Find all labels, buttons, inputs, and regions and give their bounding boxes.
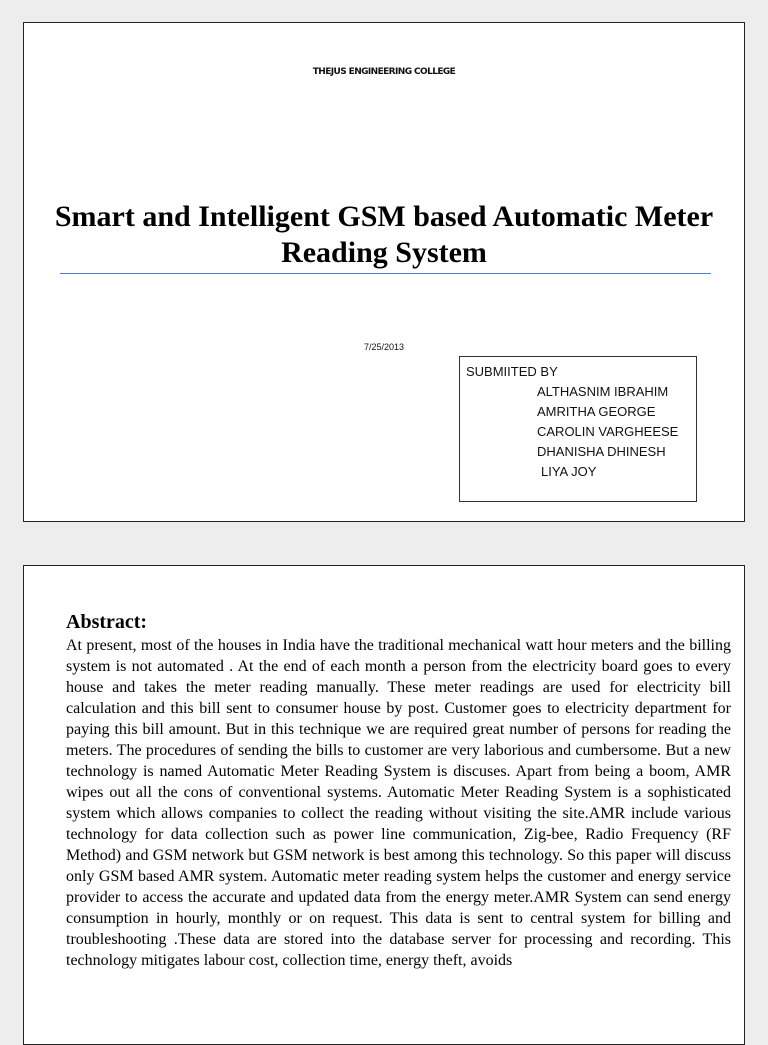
abstract-body: At present, most of the houses in India have the traditional mechanical watt hour meters and the billing system is not automated . At the end of each month a person from the electricity board goes to every house and takes the meter reading manually. These meter readings are used for electricity bill calculation and this bill sent to consumer house by post. Customer goes to electricity department for paying this bill amount. But in this technique we are required great number of persons for reading the meters. The procedures of sending the bills to customer are very laborious and cumbersome. But a new technology is named Automatic Meter Reading System is discuses. Apart from being a boom, AMR wipes out all the cons of conventional systems. Automatic Meter Reading System is a sophisticated system which allows companies to collect the reading without visiting the site.AMR include various technology for data collection such as power line communication, Zig-bee, Radio Frequency (RF Method) and GSM network but GSM network is best among this technology. So this paper will discuss only GSM based AMR system. Automatic meter reading system helps the customer and energy service provider to access the accurate and updated data from the energy meter.AMR System can send energy consumption in hourly, monthly or on request. This data is sent to central system for billing and troubleshooting .These data are stored into the database server for processing and recording. This technology mitigates labour cost, collection time, energy theft, avoids	[66, 637, 731, 969]
abstract-page	[23, 565, 745, 1045]
abstract-heading: Abstract:	[66, 611, 148, 633]
document-date: 7/25/2013	[363, 342, 405, 352]
member-name: AMRITHA GEORGE	[537, 404, 656, 419]
member-name: DHANISHA DHINESH	[537, 444, 666, 459]
college-name: THEJUS ENGINEERING COLLEGE	[312, 67, 456, 77]
title-underline	[60, 273, 711, 274]
submitted-by-box	[459, 356, 697, 502]
member-name: LIYA JOY	[541, 464, 597, 479]
cover-page	[23, 22, 745, 522]
document-title: Smart and Intelligent GSM based Automatic Meter Reading System	[54, 200, 714, 269]
submitted-by-heading: SUBMIITED BY	[466, 364, 558, 379]
member-name: CAROLIN VARGHEESE	[537, 424, 679, 439]
member-name: ALTHASNIM IBRAHIM	[537, 384, 669, 399]
